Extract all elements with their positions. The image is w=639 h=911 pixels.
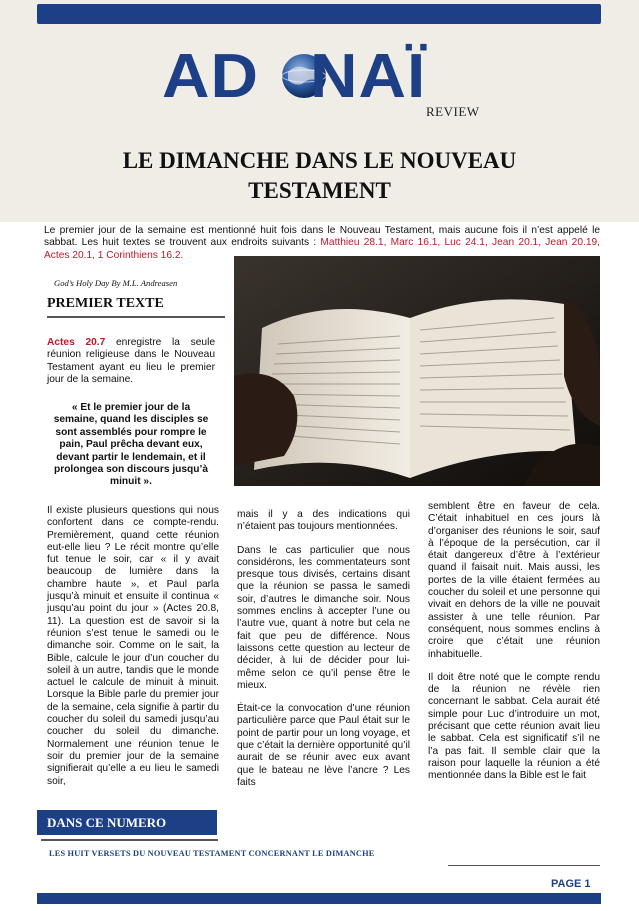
actes-paragraph [47, 337, 215, 387]
adonai-logo [162, 44, 482, 110]
toc-item-link[interactable]: LES HUIT VERSETS DU NOUVEAU TESTAMENT CONCERNANT LE DIMANCHE [49, 849, 375, 858]
actes-reference: Actes 20.7 [47, 337, 106, 348]
column-1 [47, 505, 219, 799]
article-title [60, 146, 579, 206]
col2-paragraph-1: mais il y a des indications qui n’étaient pas toujours mentionnées. [237, 509, 410, 533]
intro-text: Le premier jour de la semaine est mentionné huit fois dans le Nouveau Testament, mais aucune fois il n’est appelé le sabbat. Les huit textes se trouvent aux endroits suivants : [44, 225, 600, 249]
title-line-1: LE DIMANCHE DANS LE NOUVEAU [122, 148, 517, 173]
col2-paragraph-2: Dans le cas particulier que nous considérons, les commentateurs sont presque tous divisés, certains disant que la réunion se passa le samedi soir, d’autres le dimanche soir. Nous sommes enclins à accepter l’une ou l’autre vue, quant à notre but cela ne fait que peu de différence. Nous laissons cette question au lecteur de décider, à lui de décider pour lui-même selon ce qu’il pense être le mieux. [237, 544, 410, 691]
top-banner-bar [37, 4, 601, 24]
column-3 [428, 501, 600, 794]
footer-divider [448, 865, 600, 866]
in-this-issue-box: DANS CE NUMERO [37, 810, 217, 835]
col1-paragraph: Il existe plusieurs questions qui nous confortent dans ce compte-rendu. Premièrement, quand cette réunion eut-elle lieu ? Le récit montre qu’elle fut tenue le soir, car « il y avait beaucoup de lumière dans la chambre haute », et Paul parla jusqu’à minuit et ensuite il continua « jusqu’au point du jour » (Actes 20.8, 11). La question est de savoir si la réunion s’est tenue le samedi ou le dimanche soir. Comme on le sait, la Bible, calcule le jour d’un coucher du soleil à un autre, tandis que le monde actuel le calcule de minuit à minuit. Lorsque la Bible parle du premier jour de la semaine, cela signifie à partir du coucher du soleil du samedi jusqu’au coucher du soleil du dimanche. Normalement une réunion tenue le soir du premier jour de la semaine signifierait qu’elle a eu lieu le samedi soir, [47, 505, 219, 787]
logo-text-right: NAÏ [310, 42, 427, 111]
bible-photo [234, 256, 600, 486]
page-number: PAGE 1 [551, 878, 591, 890]
actes-text: enregistre la seule réunion religieuse dans le Nouveau Testament ayant eu lieu le premier jour de la semaine. [47, 337, 216, 386]
divider [41, 839, 218, 841]
logo-text-left: AD [162, 42, 260, 111]
byline: God’s Holy Day By M.L. Andreasen [54, 278, 178, 288]
col2-paragraph-3: Était-ce la convocation d’une réunion particulière parce que Paul était sur le point de partir pour un long voyage, et que c’était la dernière opportunité qu’il aurait de se réunir avec eux avant que le bateau ne lève l’ancre ? Les faits [237, 703, 410, 788]
col3-paragraph-1: semblent être en faveur de cela. C’était inhabituel en ces jours là d’organiser des réunions le soir, sauf à l’époque de la persécution, car il était dangereux d’être à l’extérieur quand il faisait nuit. Mais aussi, les portes de la ville étaient fermées au coucher du soleil et une personne qui vivait en dehors de la ville ne pouvait assister à une telle réunion. Par conséquent, nous sommes enclins à croire que c’était une réunion inhabituelle. [428, 501, 600, 660]
section-heading: PREMIER TEXTE [47, 296, 225, 318]
logo-subtitle: REVIEW [426, 104, 480, 119]
bottom-banner-bar [37, 893, 601, 904]
intro-references: Matthieu 28.1, Marc 16.1, Luc 24.1, Jean 20.1, Jean 20.19, Actes 20.1, 1 Corinthiens 16.2. [44, 237, 600, 261]
scripture-quote: « Et le premier jour de la semaine, quand les disciples se sont assemblés pour rompre le pain, Paul prêcha devant eux, devant partir le lendemain, et il prolongea son discours jusqu’à minuit ». [53, 402, 209, 488]
column-2 [237, 509, 410, 800]
title-line-2: TESTAMENT [248, 178, 391, 203]
col3-paragraph-2: Il doit être noté que le compte rendu de la réunion ne révèle rien concernant le sabbat. Cela aurait été simple pour Luc d’introduire un mot, précisant que cette réunion avait lieu le sabbat. Cela est significatif s’il ne l’a pas fait. Il semble clair que la raison pour laquelle la réunion a été mentionnée dans la Bible est le fait [428, 671, 600, 782]
